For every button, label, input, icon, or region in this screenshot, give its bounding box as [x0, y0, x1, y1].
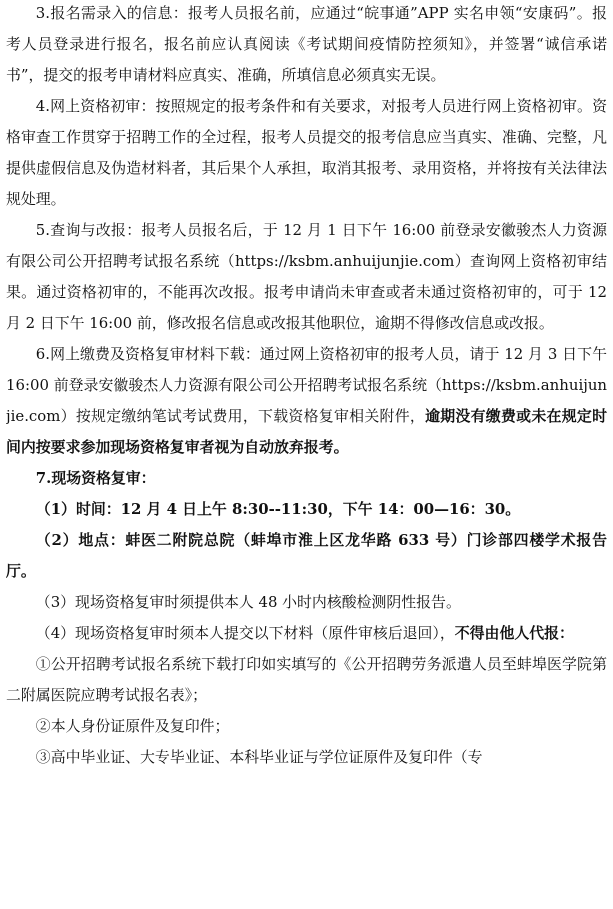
paragraph-online-preliminary-review: 4.网上资格初审：按照规定的报考条件和有关要求，对报考人员进行网上资格初审。资格审查工作贯穿于招聘工作的全过程，报考人员提交的报考信息应当真实、准确、完整，凡提供虚假信息及伪造材料者，其后果个人承担，取消其报考、录用资格，并将按有关法律法规处理。	[6, 97, 607, 208]
materials-text: （4）现场资格复审时须本人提交以下材料（原件审核后退回），	[35, 624, 455, 642]
onsite-review-place: （2）地点：蚌医二附院总院（蚌埠市淮上区龙华路 633 号）门诊部四楼学术报告厅。	[6, 531, 607, 580]
onsite-review-covid-test: （3）现场资格复审时须提供本人 48 小时内核酸检测阴性报告。	[35, 593, 461, 611]
onsite-review-materials	[6, 618, 607, 649]
paragraph-query-and-change: 5.查询与改报：报考人员报名后，于 12 月 1 日下午 16:00 前登录安徽骏杰人力资源有限公司公开招聘考试报名系统（https://ksbm.anhuijunjie.com）查询网上资格初审结果。通过资格初审的，不能再次改报。报考申请尚未审查或者未通过资格初审的，可于 12 月 2 日下午 16:00 前，修改报名信息或改报其他职位，逾期不得修改信息或改报。	[6, 221, 607, 332]
payment-text: 6.网上缴费及资格复审材料下载：通过网上资格初审的报考人员，请于 12 月 3 日下午 16:00 前登录安徽骏杰人力资源有限公司公开招聘考试报名系统（https://ksbm.anhuijunjie.com）按规定缴纳笔试考试费用，下载资格复审相关附件，	[6, 345, 607, 425]
document-page	[6, 0, 607, 909]
material-item-diplomas: ③高中毕业证、大专毕业证、本科毕业证与学位证原件及复印件（专	[35, 748, 483, 766]
onsite-review-time: （1）时间：12 月 4 日上午 8:30--11:30，下午 14：00—16：30。	[35, 500, 521, 518]
material-item-registration-form: ①公开招聘考试报名系统下载打印如实填写的《公开招聘劳务派遣人员至蚌埠医学院第二附属医院应聘考试报名表》；	[6, 655, 607, 704]
material-item-id-card: ②本人身份证原件及复印件；	[35, 717, 230, 735]
payment-deadline-warning: 逾期没有缴费或未在规定时间内按要求参加现场资格复审者视为自动放弃报考。	[6, 407, 607, 456]
paragraph-registration-info: 3.报名需录入的信息：报考人员报名前，应通过“皖事通”APP 实名申领“安康码”。报考人员登录进行报名，报名前应认真阅读《考试期间疫情防控须知》，并签署“诚信承诺书”，提交的报考申请材料应真实、准确，所填信息必须真实无误。	[6, 4, 607, 84]
section-heading-onsite-review: 7.现场资格复审：	[35, 469, 156, 487]
no-proxy-warning: 不得由他人代报：	[454, 624, 574, 642]
paragraph-payment-and-download	[6, 339, 607, 463]
